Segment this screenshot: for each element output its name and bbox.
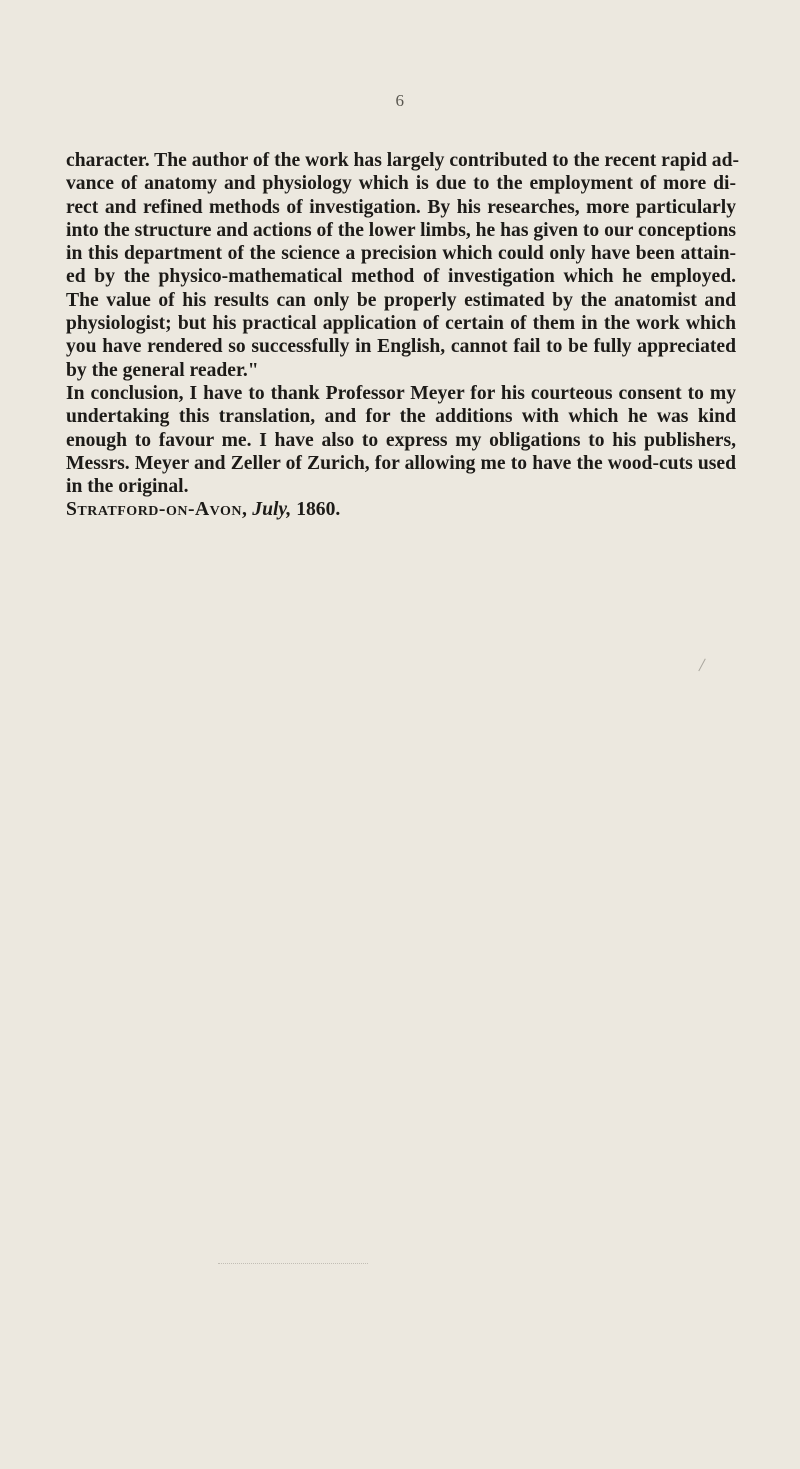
text-line: physiologist; but his practical application of certain of them in the work which xyxy=(66,313,736,335)
signature-month: July, xyxy=(252,499,292,521)
text-line: in this department of the science a precision which could only have been attain- xyxy=(66,243,736,265)
paragraph-conclusion xyxy=(66,382,736,498)
text-line: ed by the physico-mathematical method of investigation which he employed. xyxy=(66,266,736,288)
text-line: character. The author of the work has largely contributed to the recent rapid ad- xyxy=(66,150,740,171)
text-line: you have rendered so successfully in English, cannot fail to be fully appreciated xyxy=(66,336,736,358)
paragraph-quote-continuation xyxy=(66,149,740,382)
text-line: In conclusion, I have to thank Professor Meyer for his courteous consent to my xyxy=(66,382,736,404)
text-line: by the general reader." xyxy=(66,359,259,381)
body-text xyxy=(66,149,740,522)
page-number: 6 xyxy=(395,91,405,110)
stray-pencil-mark xyxy=(698,658,713,675)
signature-year: 1860. xyxy=(296,499,341,521)
text-line: The value of his results can only be properly estimated by the anatomist and xyxy=(66,289,736,311)
text-line: Messrs. Meyer and Zeller of Zurich, for allowing me to have the wood-cuts used xyxy=(66,452,736,474)
text-line: enough to favour me. I have also to express my obligations to his publishers, xyxy=(66,429,736,451)
signature-line xyxy=(66,498,736,521)
text-line: undertaking this translation, and for the additions with which he was kind xyxy=(66,406,736,428)
text-line: into the structure and actions of the lower limbs, he has given to our conceptions xyxy=(66,219,737,241)
text-line: in the original. xyxy=(66,476,189,498)
page-smudge xyxy=(218,1263,368,1265)
signature-place: Stratford-on-Avon, xyxy=(66,499,248,521)
text-line: vance of anatomy and physiology which is due to the employment of more di- xyxy=(66,173,736,195)
text-line: rect and refined methods of investigation. By his researches, more particularly xyxy=(66,196,736,218)
